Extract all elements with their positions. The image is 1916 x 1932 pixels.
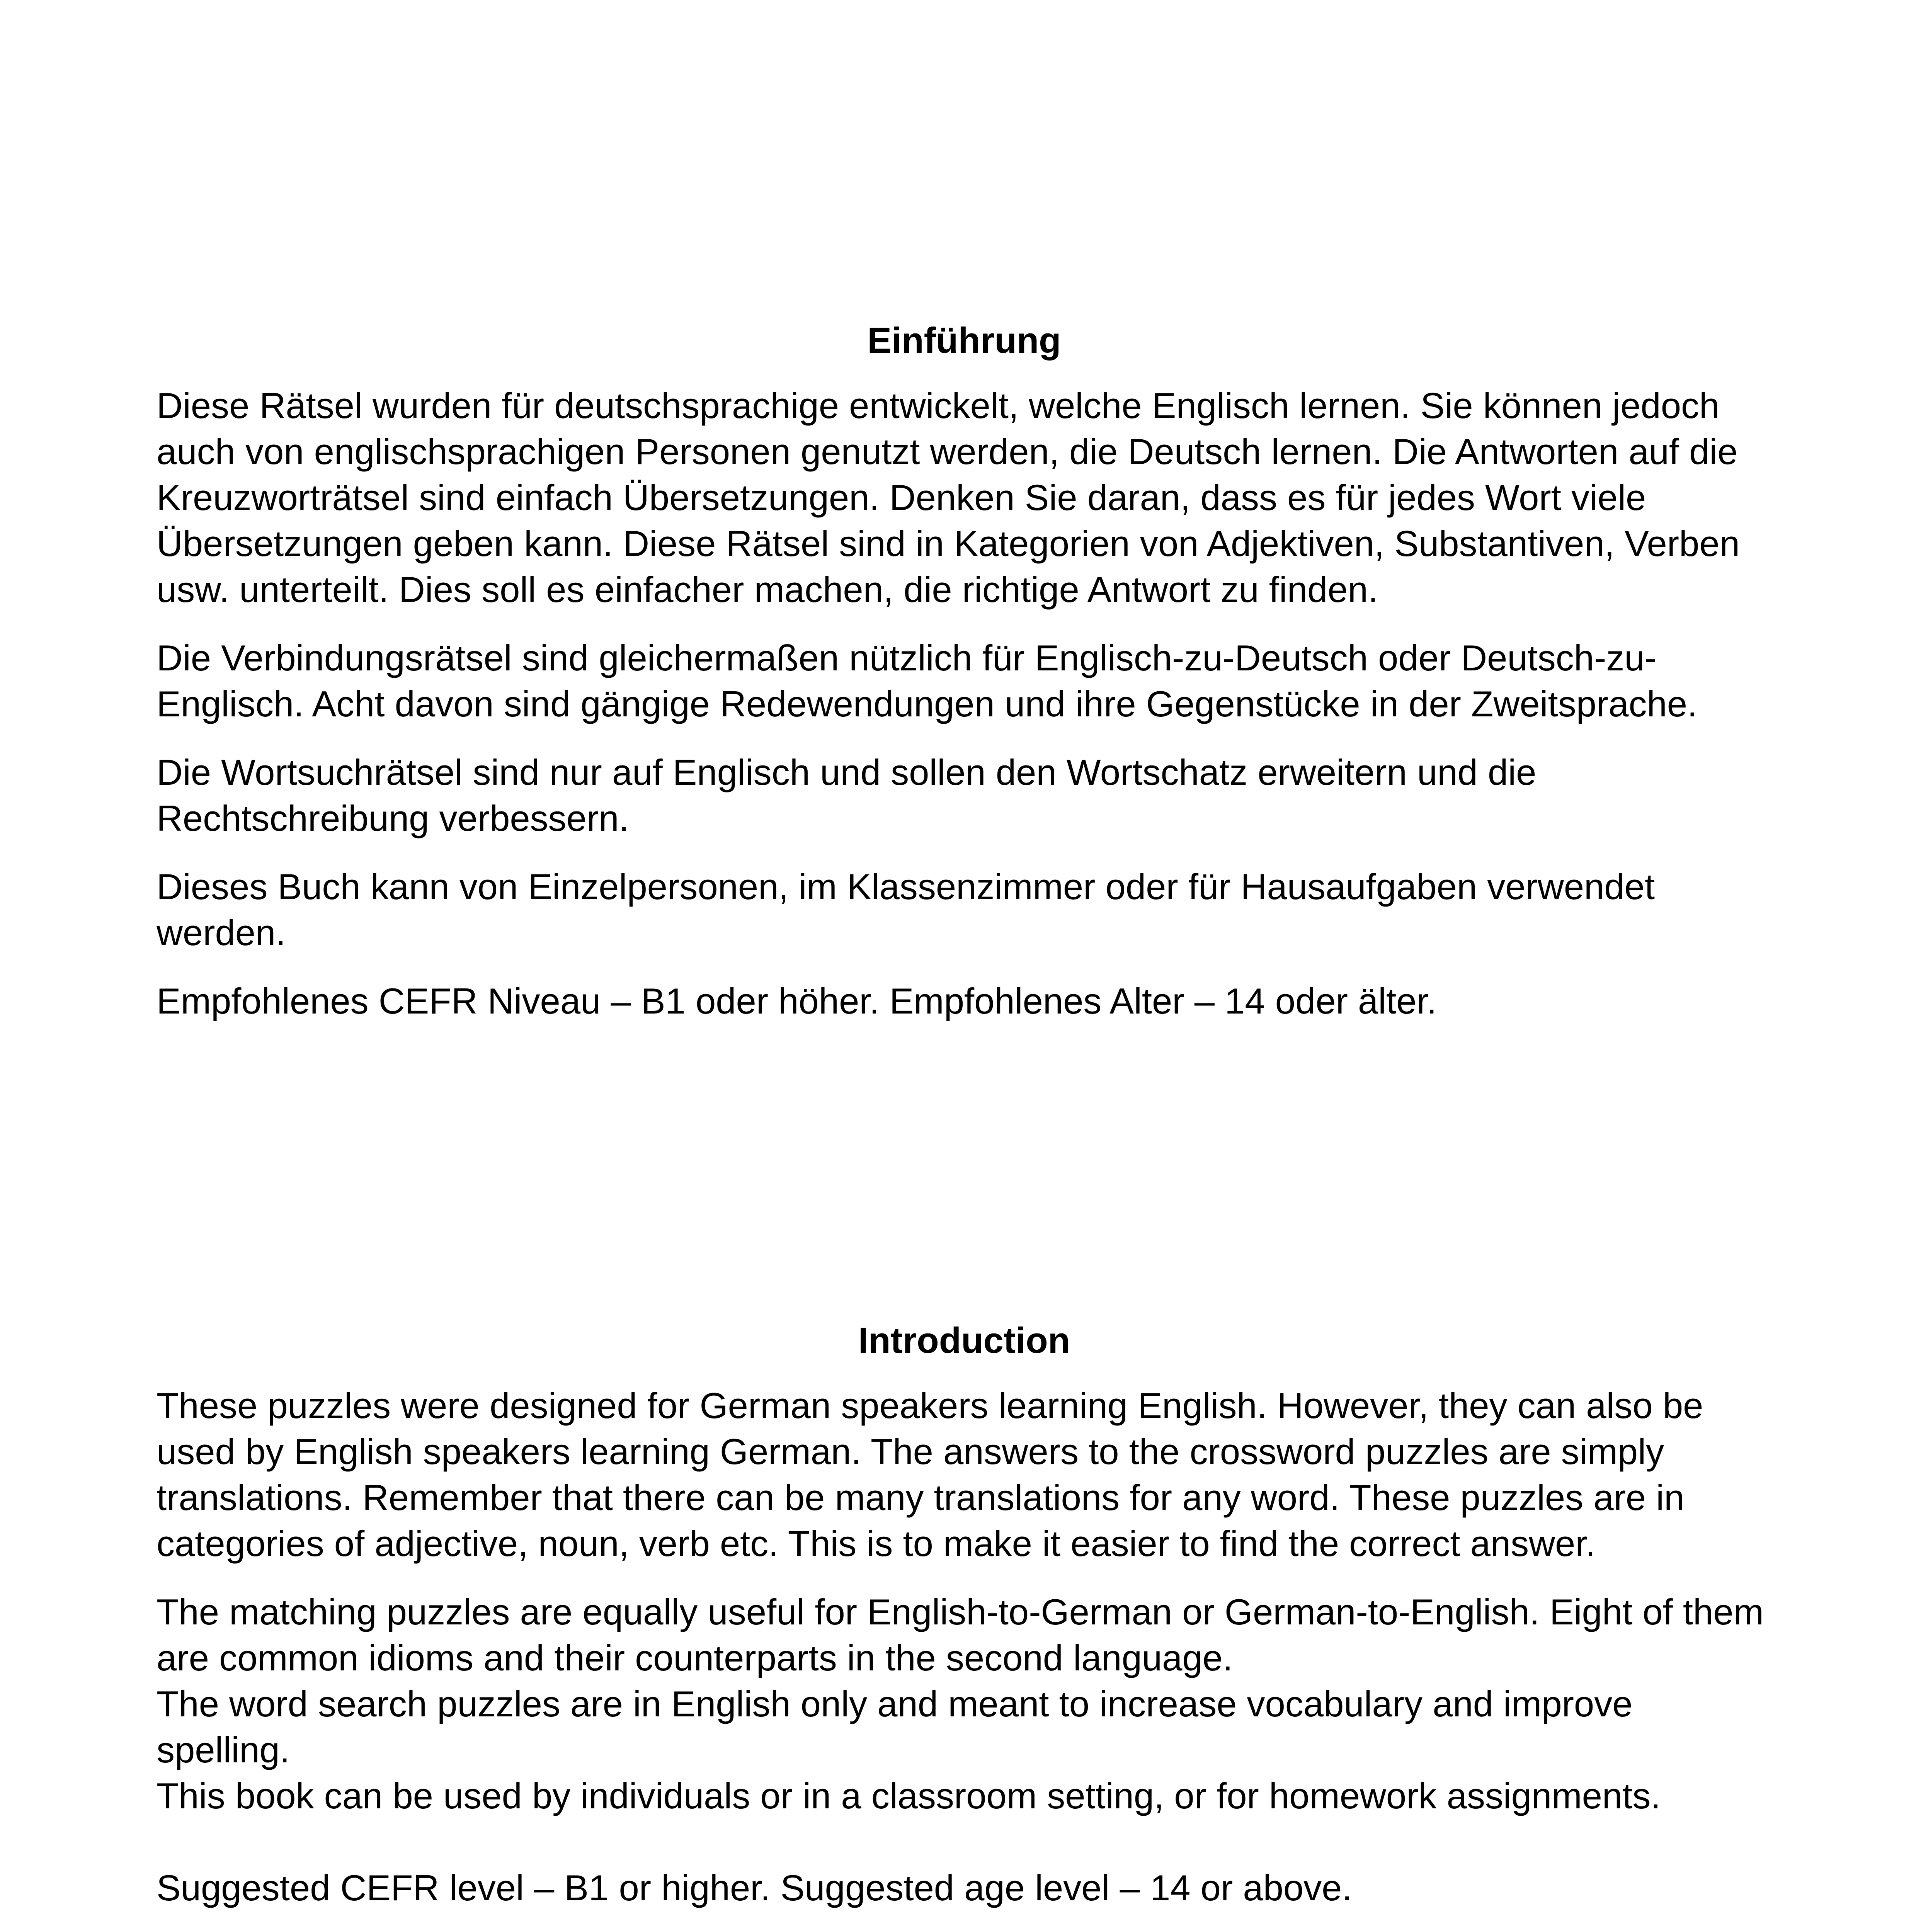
english-paragraph-5: Suggested CEFR level – B1 or higher. Suggested age level – 14 or above. [157, 1867, 1352, 1908]
english-heading: Introduction [858, 1320, 1070, 1361]
german-paragraph-3: Die Wortsuchrätsel sind nur auf Englisch und sollen den Wortschatz erweitern und die Rechtschreibung verbessern. [157, 752, 1537, 838]
german-heading: Einführung [867, 320, 1061, 361]
english-paragraph-4: This book can be used by individuals or in a classroom setting, or for homework assignments. [157, 1776, 1661, 1816]
german-paragraph-1: Diese Rätsel wurden für deutschsprachige entwickelt, welche Englisch lernen. Sie können jedoch auch von englischsprachigen Personen genutzt werden, die Deutsch lernen. Die Antworten auf die Kreuzworträtsel sind einfach Übersetzungen. Denken Sie daran, dass es für jedes Wort viele Übersetzungen geben kann. Diese Rätsel sind in Kategorien von Adjektiven, Substantiven, Verben usw. unterteilt. Dies soll es einfacher machen, die richtige Antwort zu finden. [157, 385, 1740, 610]
english-paragraph-2: The matching puzzles are equally useful for English-to-German or German-to-English. Eight of them are common idioms and their counterparts in the second language. [157, 1592, 1764, 1678]
german-paragraph-2: Die Verbindungsrätsel sind gleichermaßen nützlich für Englisch-zu-Deutsch oder Deutsch-zu-Englisch. Acht davon sind gängige Redewendungen und ihre Gegenstücke in der Zweitsprache. [157, 638, 1698, 724]
english-paragraph-3: The word search puzzles are in English only and meant to increase vocabulary and improve spelling. [157, 1684, 1633, 1770]
english-paragraph-1: These puzzles were designed for German speakers learning English. However, they can also be used by English speakers learning German. The answers to the crossword puzzles are simply translations. Remember that there can be many translations for any word. These puzzles are in categories of adjective, noun, verb etc. This is to make it easier to find the correct answer. [157, 1385, 1703, 1564]
english-introduction-section [157, 1318, 1772, 1932]
german-introduction-section [157, 318, 1772, 1046]
german-paragraph-4: Dieses Buch kann von Einzelpersonen, im Klassenzimmer oder für Hausaufgaben verwendet werden. [157, 866, 1655, 953]
german-paragraph-5: Empfohlenes CEFR Niveau – B1 oder höher. Empfohlenes Alter – 14 oder älter. [157, 981, 1437, 1021]
